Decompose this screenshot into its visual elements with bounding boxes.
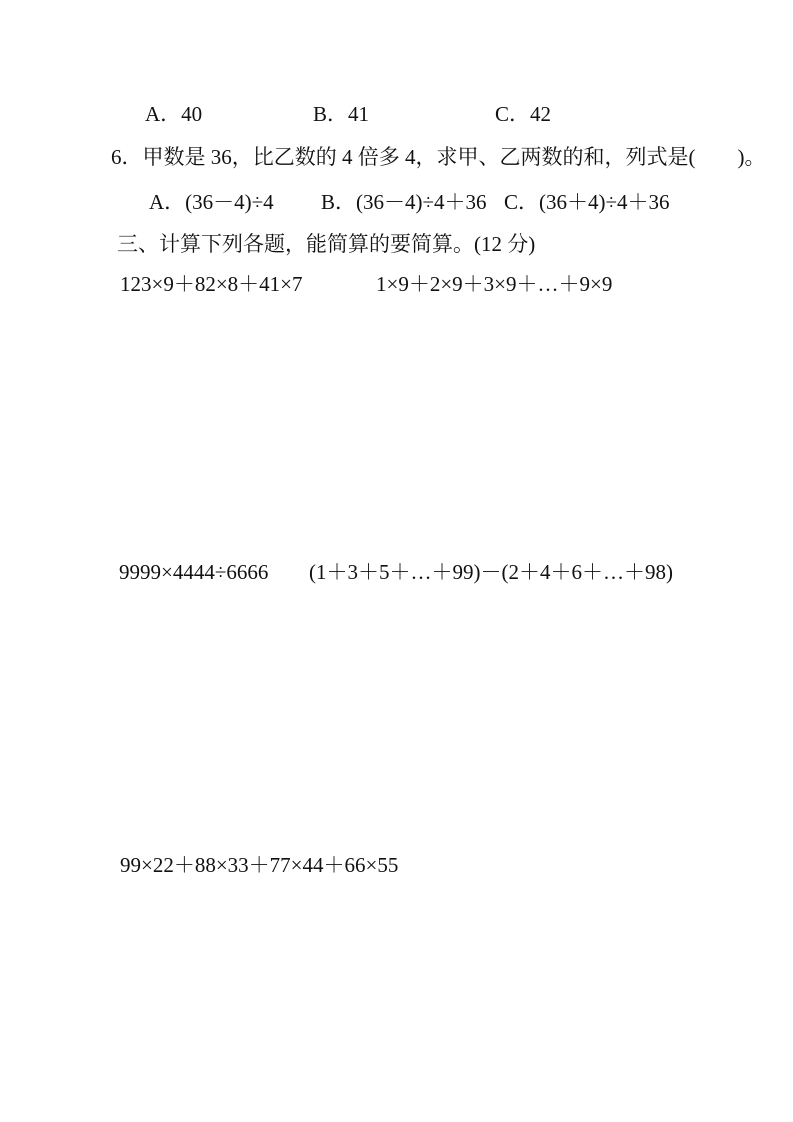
calc-expression-4: (1＋3＋5＋…＋99)－(2＋4＋6＋…＋98) — [309, 560, 673, 584]
calc-expression-1: 123×9＋82×8＋41×7 — [120, 272, 303, 296]
section3-title: 三、计算下列各题，能简算的要简算。(12 分) — [117, 232, 536, 256]
q6-question-text: 6．甲数是 36，比乙数的 4 倍多 4，求甲、乙两数的和，列式是( )。 — [111, 145, 766, 169]
q5-option-a: A．40 — [145, 102, 203, 126]
q6-option-b: B．(36－4)÷4＋36 — [321, 190, 487, 214]
calc-expression-5: 99×22＋88×33＋77×44＋66×55 — [120, 853, 399, 877]
q6-option-c: C．(36＋4)÷4＋36 — [504, 190, 670, 214]
q5-option-c: C．42 — [495, 102, 552, 126]
calc-expression-3: 9999×4444÷6666 — [119, 560, 269, 584]
q5-option-b: B．41 — [313, 102, 370, 126]
q6-option-a: A．(36－4)÷4 — [149, 190, 274, 214]
calc-expression-2: 1×9＋2×9＋3×9＋…＋9×9 — [376, 272, 613, 296]
